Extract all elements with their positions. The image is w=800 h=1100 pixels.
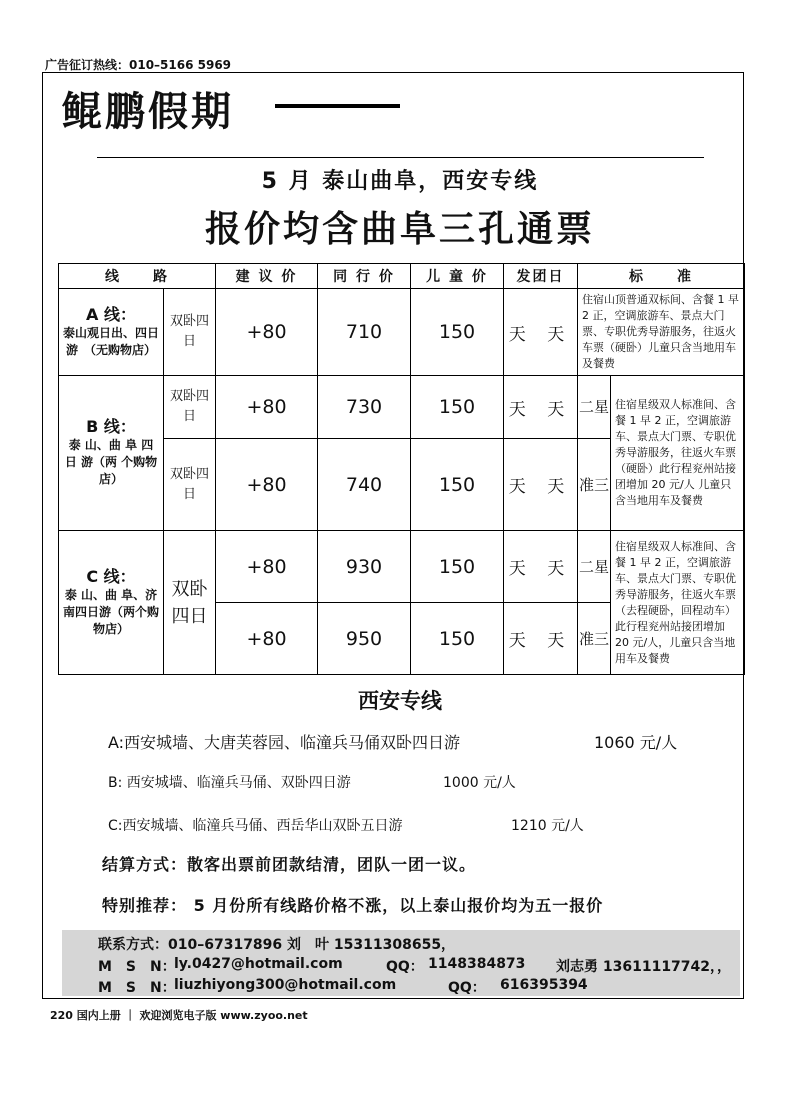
- route-c2-suggest: +80: [216, 603, 318, 675]
- route-a-suggest: +80: [216, 289, 318, 376]
- route-b1-peer: 730: [318, 376, 411, 439]
- route-c: [59, 531, 164, 675]
- xian-line-c: [108, 815, 584, 835]
- route-a: [59, 289, 164, 376]
- route-b2-suggest: +80: [216, 439, 318, 531]
- header-route: 线 路: [59, 264, 216, 289]
- route-c-name: C 线：: [86, 566, 136, 586]
- msn-2-value: liuzhiyong300@hotmail.com: [174, 977, 397, 993]
- route-c1-daily: 天 天: [504, 531, 578, 603]
- route-b1-grade: 二星: [578, 376, 611, 439]
- route-c1-suggest: +80: [216, 531, 318, 603]
- route-c-standard: 住宿星级双人标准间、含餐 1 早 2 正，空调旅游车、景点大门票、专职优秀导游服务，往返火车票（去程硬卧，回程动车）此行程兖州站接团增加 20 元/人，儿童只含当地用车及餐费: [611, 531, 745, 675]
- route-b1-child: 150: [411, 376, 504, 439]
- main-title: 报价均含曲阜三孔通票: [204, 209, 595, 250]
- route-b2-peer: 740: [318, 439, 411, 531]
- hotline-text: 广告征订热线：010–5166 5969: [45, 58, 232, 72]
- table-row: [59, 531, 745, 603]
- qq-2-value: 616395394: [500, 977, 588, 993]
- header-standard: 标 准: [578, 264, 745, 289]
- route-b-desc: 泰 山、曲 阜 四 日 游（两 个购物店）: [64, 438, 158, 486]
- route-b-name: B 线：: [86, 417, 136, 436]
- route-c-desc: 泰 山、曲 阜、济 南四日游（两个购物店）: [63, 587, 160, 636]
- xian-line-a-text: A:西安城墙、大唐芙蓉园、临潼兵马俑双卧四日游: [108, 733, 461, 752]
- route-a-desc: 泰山观日出、四日游 （无购物店）: [63, 325, 160, 357]
- route-c-duration: 双卧四日: [164, 531, 216, 675]
- route-b: [59, 376, 164, 531]
- msn-1-value: ly.0427@hotmail.com: [174, 956, 343, 972]
- route-b1-duration: 双卧四日: [164, 376, 216, 439]
- brand-title: 鲲鹏假期: [62, 89, 234, 135]
- table-row: [59, 376, 745, 439]
- xian-line-a: [108, 730, 678, 753]
- header-peer: 同 行 价: [318, 264, 411, 289]
- contact-person-2: 刘志勇 13611117742，，: [556, 959, 732, 975]
- header-suggest: 建 议 价: [216, 264, 318, 289]
- route-c2-child: 150: [411, 603, 504, 675]
- header-rule: [97, 157, 704, 158]
- settlement-note: 结算方式：散客出票前团款结清，团队一团一议。: [102, 855, 477, 874]
- msn-2-label: M S N：: [98, 980, 176, 996]
- xian-line-b-price: 1000 元/人: [443, 775, 516, 791]
- table-row: [59, 289, 745, 376]
- route-c2-peer: 950: [318, 603, 411, 675]
- header-departure: 发团日: [504, 264, 578, 289]
- special-note: 特别推荐： 5 月份所有线路价格不涨，以上泰山报价均为五一报价: [102, 896, 604, 915]
- route-c1-grade: 二星: [578, 531, 611, 603]
- contact-box: [62, 930, 740, 996]
- route-b1-daily: 天 天: [504, 376, 578, 439]
- route-b2-duration: 双卧四日: [164, 439, 216, 531]
- brand-dash: [275, 104, 400, 108]
- route-a-name: A 线：: [86, 304, 136, 324]
- route-b1-suggest: +80: [216, 376, 318, 439]
- route-b2-grade: 准三: [578, 439, 611, 531]
- header-child: 儿 童 价: [411, 264, 504, 289]
- xian-line-b-text: B: 西安城墙、临潼兵马俑、双卧四日游: [108, 775, 351, 791]
- subtitle: 5 月 泰山曲阜，西安专线: [261, 169, 539, 194]
- route-b2-daily: 天 天: [504, 439, 578, 531]
- msn-1-label: M S N：: [98, 959, 176, 975]
- qq-1-value: 1148384873: [428, 956, 526, 972]
- xian-line-c-price: 1210 元/人: [511, 818, 584, 834]
- route-b2-child: 150: [411, 439, 504, 531]
- route-c1-peer: 930: [318, 531, 411, 603]
- route-c1-child: 150: [411, 531, 504, 603]
- route-a-daily: 天 天: [504, 289, 578, 376]
- route-a-standard: 住宿山顶普通双标间、含餐 1 早 2 正，空调旅游车、景点大门票、专职优秀导游服务，往返火车票（硬卧）儿童只含当地用车及餐费: [578, 289, 745, 376]
- xian-title: 西安专线: [358, 689, 442, 713]
- route-c2-daily: 天 天: [504, 603, 578, 675]
- qq-2-label: QQ：: [448, 980, 486, 996]
- contact-line-1: 联系方式：010–67317896 刘 叶 15311308655，: [98, 937, 456, 953]
- route-a-peer: 710: [318, 289, 411, 376]
- xian-line-c-text: C:西安城墙、临潼兵马俑、西岳华山双卧五日游: [108, 818, 403, 834]
- qq-1-label: QQ：: [386, 959, 424, 975]
- xian-line-a-price: 1060 元/人: [594, 733, 678, 752]
- route-b-standard: 住宿星级双人标准间、含餐 1 早 2 正，空调旅游车、景点大门票、专职优秀导游服务，往返火车票（硬卧）此行程兖州站接团增加 20 元/人 儿童只含当地用车及餐费: [611, 376, 745, 531]
- table-header-row: [59, 264, 745, 289]
- route-a-duration: 双卧四日: [164, 289, 216, 376]
- route-a-child: 150: [411, 289, 504, 376]
- route-c2-grade: 准三: [578, 603, 611, 675]
- page-footer: 220 国内上册 ｜ 欢迎浏览电子版 www.zyoo.net: [50, 1009, 308, 1022]
- price-table: [58, 263, 745, 675]
- xian-line-b: [108, 772, 516, 792]
